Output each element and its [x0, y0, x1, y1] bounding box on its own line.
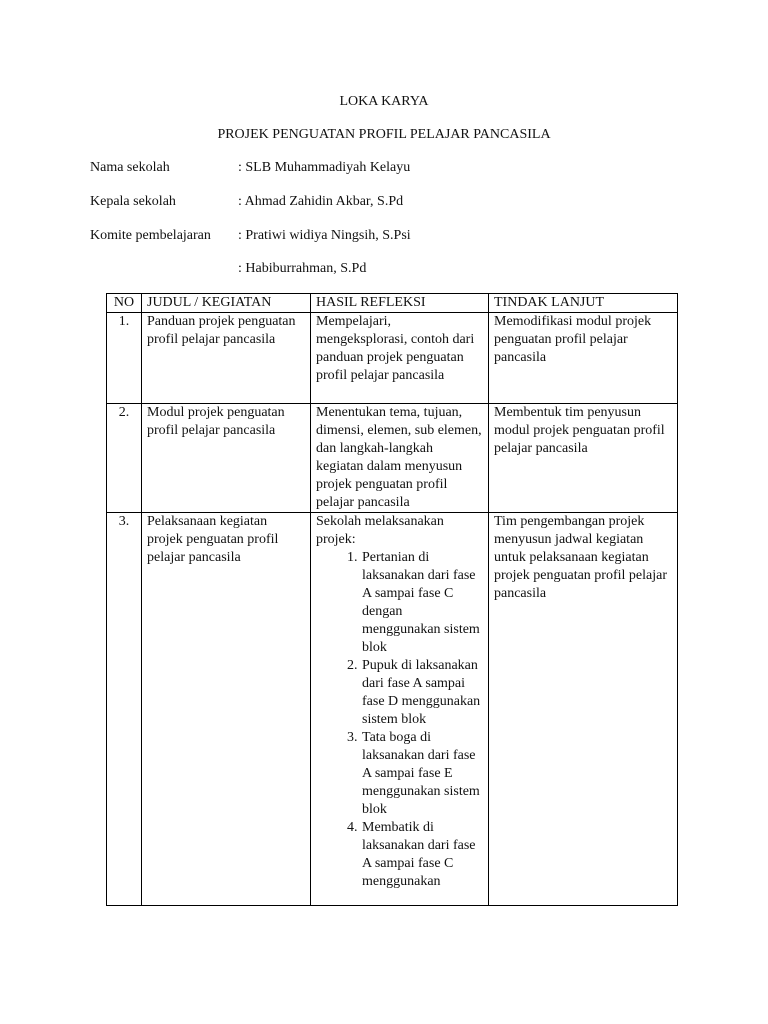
committee-label: Komite pembelajaran — [90, 228, 211, 243]
reflection-table — [106, 293, 678, 906]
row-tindak: Memodifikasi modul projek penguatan profil pelajar pancasila — [489, 313, 678, 404]
list-item: 4. Membatik di laksanakan dari fase A sampai fase C menggunakan — [361, 819, 483, 891]
row-no: 2. — [107, 404, 142, 513]
committee-value-2: : Habiburrahman, S.Pd — [238, 261, 367, 276]
document-subtitle: PROJEK PENGUATAN PROFIL PELAJAR PANCASILA — [217, 127, 551, 142]
row-no: 1. — [107, 313, 142, 404]
project-list — [316, 549, 483, 891]
row-tindak: Membentuk tim penyusun modul projek penguatan profil pelajar pancasila — [489, 404, 678, 513]
header-judul: JUDUL / KEGIATAN — [142, 294, 311, 313]
table-header-row — [107, 294, 678, 313]
principal-value: : Ahmad Zahidin Akbar, S.Pd — [238, 194, 404, 209]
school-name-value: : SLB Muhammadiyah Kelayu — [238, 160, 411, 175]
document-title: LOKA KARYA — [339, 94, 429, 109]
row-hasil: Mempelajari, mengeksplorasi, contoh dari panduan projek penguatan profil pelajar pancasila — [311, 313, 489, 404]
row-tindak: Tim pengembangan projek menyusun jadwal kegiatan untuk pelaksanaan kegiatan projek penguatan profil pelajar pancasila — [489, 513, 678, 906]
committee-value: : Pratiwi widiya Ningsih, S.Psi — [238, 228, 411, 243]
school-name-label: Nama sekolah — [90, 160, 170, 175]
row-judul: Panduan projek penguatan profil pelajar pancasila — [142, 313, 311, 404]
list-item: 2. Pupuk di laksanakan dari fase A sampai fase D menggunakan sistem blok — [361, 657, 483, 729]
row-judul: Modul projek penguatan profil pelajar pancasila — [142, 404, 311, 513]
list-item: 1. Pertanian di laksanakan dari fase A sampai fase C dengan menggunakan sistem blok — [361, 549, 483, 657]
row-hasil — [311, 513, 489, 906]
principal-label: Kepala sekolah — [90, 194, 176, 209]
table-row — [107, 313, 678, 404]
table-row — [107, 404, 678, 513]
header-no: NO — [107, 294, 142, 313]
row-hasil: Menentukan tema, tujuan, dimensi, elemen, sub elemen, dan langkah-langkah kegiatan dalam menyusun projek penguatan profil pelajar pancasila — [311, 404, 489, 513]
hasil-intro: Sekolah melaksanakan projek: — [316, 514, 444, 547]
header-hasil: HASIL REFLEKSI — [311, 294, 489, 313]
list-item: 3. Tata boga di laksanakan dari fase A sampai fase E menggunakan sistem blok — [361, 729, 483, 819]
table-row — [107, 513, 678, 906]
header-tindak: TINDAK LANJUT — [489, 294, 678, 313]
row-no: 3. — [107, 513, 142, 906]
row-judul: Pelaksanaan kegiatan projek penguatan profil pelajar pancasila — [142, 513, 311, 906]
